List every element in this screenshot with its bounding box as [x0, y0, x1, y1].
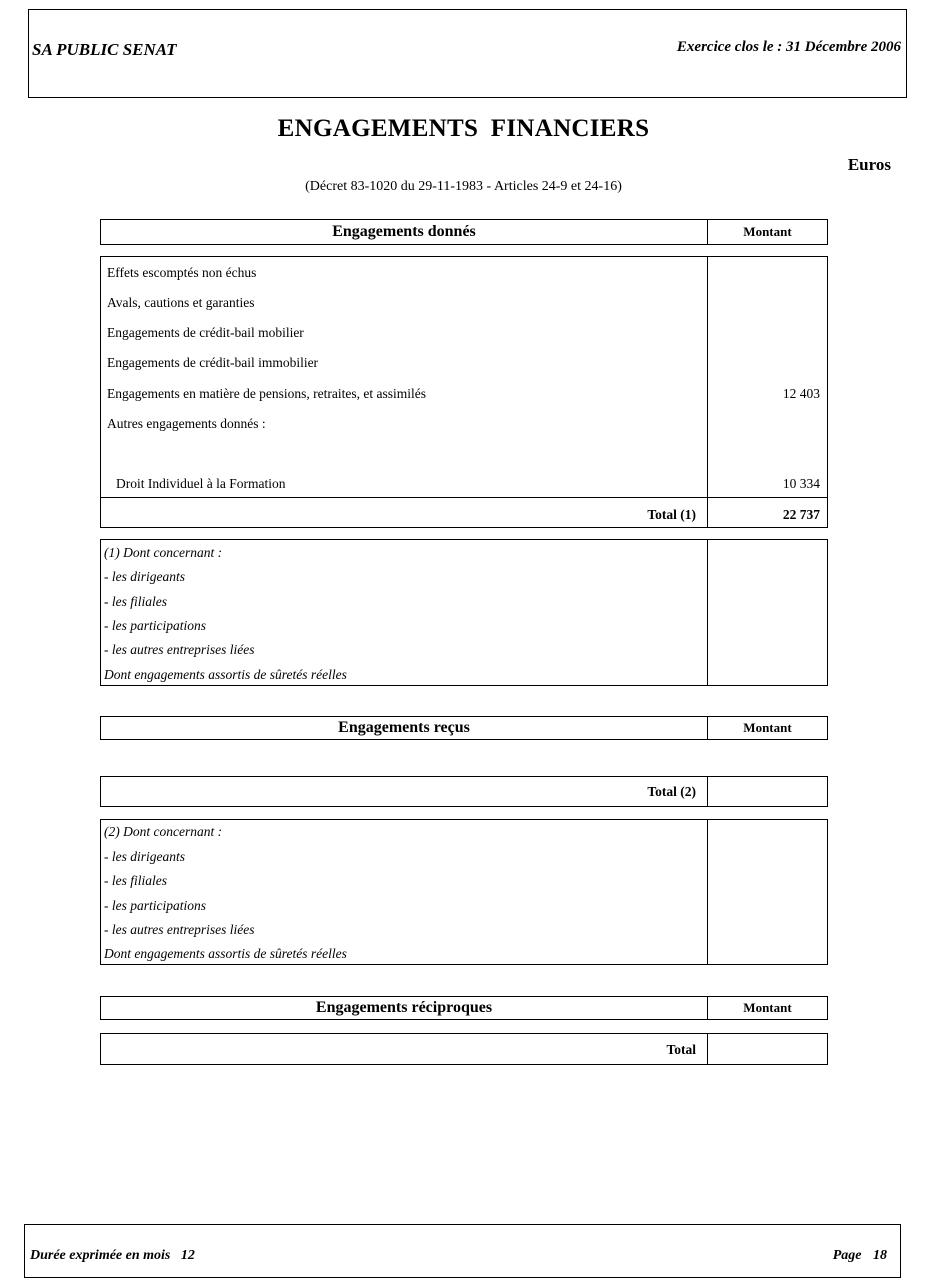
duration-label: Durée exprimée en mois 12 — [30, 1248, 195, 1263]
received-header — [100, 716, 828, 740]
currency-label: Euros — [847, 155, 891, 174]
given-table: Effets escomptés non échus Avals, cautions et garanties Engagements de crédit-bail mobilier Engagements de crédit-bail immobilier Engagements en matière de pensions, retraites, et assimilés 12 403 Autres engagements donnés : Droit Individuel à la Formation 10 334 Total (1) 22 737 — [100, 256, 828, 528]
given-header — [100, 219, 828, 245]
reciprocal-heading: Engagements réciproques — [315, 999, 493, 1016]
fiscal-year-end: Exercice clos le : 31 Décembre 2006 — [676, 39, 901, 55]
company-name: SA PUBLIC SENAT — [32, 40, 177, 59]
reciprocal-total-table: Total — [100, 1033, 828, 1065]
reciprocal-header — [100, 996, 828, 1020]
page-number: Page 18 — [832, 1248, 887, 1263]
given-amount-heading: Montant — [743, 224, 792, 239]
given-details-table: (1) Dont concernant : - les dirigeants - les filiales - les participations - les autres entreprises liées Dont engagements assortis de sûretés réelles — [100, 539, 828, 686]
page-title: ENGAGEMENTS FINANCIERS — [277, 115, 650, 142]
received-total-table: Total (2) — [100, 776, 828, 807]
given-heading: Engagements donnés — [332, 223, 476, 240]
received-details-table: (2) Dont concernant : - les dirigeants - les filiales - les participations - les autres entreprises liées Dont engagements assortis de sûretés réelles — [100, 819, 828, 965]
reciprocal-amount-heading: Montant — [743, 1000, 792, 1015]
page-subtitle: (Décret 83-1020 du 29-11-1983 - Articles 24-9 et 24-16) — [305, 179, 622, 194]
total-divider — [101, 497, 827, 498]
received-heading: Engagements reçus — [338, 719, 470, 736]
received-amount-heading: Montant — [743, 720, 792, 735]
